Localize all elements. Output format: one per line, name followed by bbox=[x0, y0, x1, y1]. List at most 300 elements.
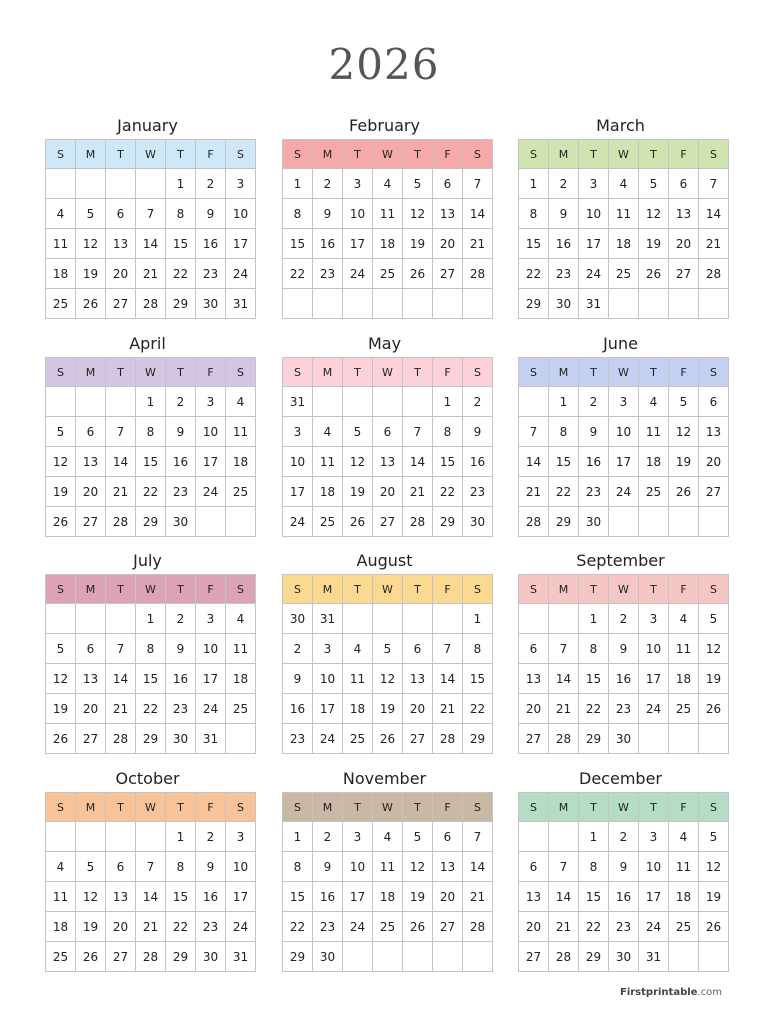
day-cell: 15 bbox=[549, 447, 579, 477]
month-october bbox=[45, 766, 250, 972]
week-row bbox=[46, 259, 256, 289]
day-cell: 13 bbox=[433, 852, 463, 882]
weekday-header: T bbox=[166, 575, 196, 604]
year-title: 2026 bbox=[328, 40, 440, 89]
day-cell: 24 bbox=[313, 724, 343, 754]
day-cell: 10 bbox=[226, 852, 256, 882]
day-cell: 25 bbox=[46, 289, 76, 319]
day-cell: 23 bbox=[283, 724, 313, 754]
day-cell: 1 bbox=[166, 822, 196, 852]
day-cell: 27 bbox=[669, 259, 699, 289]
weekday-header: F bbox=[196, 575, 226, 604]
weekday-header: S bbox=[226, 575, 256, 604]
day-cell: 16 bbox=[166, 447, 196, 477]
day-cell: 6 bbox=[669, 169, 699, 199]
day-cell: 28 bbox=[549, 942, 579, 972]
day-cell: 10 bbox=[639, 634, 669, 664]
brand-name: Firstprintable bbox=[619, 987, 698, 998]
month-july bbox=[45, 548, 250, 754]
day-cell: 3 bbox=[639, 822, 669, 852]
week-row bbox=[283, 882, 493, 912]
day-cell: 9 bbox=[196, 199, 226, 229]
day-cell bbox=[226, 724, 256, 754]
day-cell: 14 bbox=[549, 882, 579, 912]
day-cell: 6 bbox=[76, 634, 106, 664]
day-cell: 27 bbox=[76, 507, 106, 537]
day-cell: 28 bbox=[699, 259, 729, 289]
month-name: March bbox=[596, 116, 645, 135]
week-row bbox=[46, 664, 256, 694]
month-name: October bbox=[115, 769, 180, 788]
day-cell bbox=[519, 387, 549, 417]
weekday-header: S bbox=[699, 140, 729, 169]
week-row bbox=[519, 199, 729, 229]
weekday-header: S bbox=[463, 793, 493, 822]
day-cell: 6 bbox=[106, 852, 136, 882]
day-cell: 18 bbox=[373, 229, 403, 259]
day-cell: 14 bbox=[106, 664, 136, 694]
weekday-header: M bbox=[313, 793, 343, 822]
day-cell: 6 bbox=[433, 169, 463, 199]
day-cell: 29 bbox=[579, 942, 609, 972]
day-cell bbox=[226, 507, 256, 537]
weekday-header: M bbox=[76, 358, 106, 387]
day-cell: 15 bbox=[433, 447, 463, 477]
day-cell: 4 bbox=[46, 199, 76, 229]
day-cell bbox=[699, 724, 729, 754]
day-cell: 11 bbox=[373, 852, 403, 882]
day-cell: 20 bbox=[699, 447, 729, 477]
day-cell: 3 bbox=[609, 387, 639, 417]
day-cell: 10 bbox=[313, 664, 343, 694]
week-row bbox=[519, 387, 729, 417]
day-cell: 19 bbox=[699, 882, 729, 912]
day-cell: 7 bbox=[106, 417, 136, 447]
day-cell: 2 bbox=[463, 387, 493, 417]
day-cell: 14 bbox=[136, 229, 166, 259]
day-cell: 30 bbox=[166, 724, 196, 754]
weekday-header: T bbox=[343, 793, 373, 822]
day-cell: 3 bbox=[283, 417, 313, 447]
day-cell: 24 bbox=[639, 912, 669, 942]
day-cell: 22 bbox=[136, 694, 166, 724]
weekday-header-row bbox=[519, 140, 729, 169]
month-table bbox=[45, 139, 256, 319]
week-row bbox=[283, 664, 493, 694]
day-cell: 14 bbox=[519, 447, 549, 477]
day-cell: 18 bbox=[669, 664, 699, 694]
day-cell: 16 bbox=[609, 664, 639, 694]
weekday-header: S bbox=[226, 793, 256, 822]
day-cell: 21 bbox=[106, 694, 136, 724]
day-cell bbox=[46, 387, 76, 417]
weekday-header: T bbox=[639, 358, 669, 387]
day-cell: 22 bbox=[433, 477, 463, 507]
day-cell: 6 bbox=[519, 634, 549, 664]
day-cell: 7 bbox=[106, 634, 136, 664]
weekday-header: F bbox=[669, 358, 699, 387]
day-cell: 19 bbox=[639, 229, 669, 259]
day-cell: 21 bbox=[463, 882, 493, 912]
day-cell: 10 bbox=[343, 852, 373, 882]
day-cell: 7 bbox=[699, 169, 729, 199]
weekday-header: S bbox=[519, 575, 549, 604]
day-cell: 4 bbox=[313, 417, 343, 447]
week-row bbox=[519, 169, 729, 199]
day-cell bbox=[46, 822, 76, 852]
day-cell: 18 bbox=[373, 882, 403, 912]
day-cell bbox=[549, 604, 579, 634]
day-cell: 19 bbox=[373, 694, 403, 724]
month-table bbox=[45, 792, 256, 972]
month-name: April bbox=[129, 334, 166, 353]
day-cell bbox=[283, 289, 313, 319]
weekday-header-row bbox=[46, 358, 256, 387]
day-cell: 31 bbox=[196, 724, 226, 754]
weekday-header: S bbox=[519, 140, 549, 169]
day-cell bbox=[669, 289, 699, 319]
weekday-header: F bbox=[669, 575, 699, 604]
day-cell: 24 bbox=[579, 259, 609, 289]
weekday-header: F bbox=[196, 793, 226, 822]
day-cell: 20 bbox=[373, 477, 403, 507]
day-cell: 3 bbox=[343, 169, 373, 199]
weekday-header: W bbox=[609, 575, 639, 604]
week-row bbox=[519, 724, 729, 754]
day-cell: 22 bbox=[283, 912, 313, 942]
day-cell bbox=[106, 387, 136, 417]
week-row bbox=[283, 477, 493, 507]
day-cell: 6 bbox=[519, 852, 549, 882]
day-cell: 16 bbox=[609, 882, 639, 912]
day-cell: 11 bbox=[46, 229, 76, 259]
day-cell bbox=[463, 942, 493, 972]
day-cell: 2 bbox=[313, 169, 343, 199]
day-cell: 15 bbox=[579, 664, 609, 694]
day-cell: 18 bbox=[343, 694, 373, 724]
day-cell: 8 bbox=[283, 852, 313, 882]
day-cell: 20 bbox=[403, 694, 433, 724]
day-cell: 17 bbox=[283, 477, 313, 507]
day-cell: 25 bbox=[373, 259, 403, 289]
weekday-header: T bbox=[106, 140, 136, 169]
weekday-header: T bbox=[579, 358, 609, 387]
day-cell: 13 bbox=[106, 229, 136, 259]
day-cell: 22 bbox=[549, 477, 579, 507]
day-cell: 25 bbox=[609, 259, 639, 289]
day-cell: 13 bbox=[519, 664, 549, 694]
weekday-header: T bbox=[106, 793, 136, 822]
day-cell bbox=[343, 387, 373, 417]
day-cell: 19 bbox=[76, 259, 106, 289]
brand-suffix: .com bbox=[697, 987, 722, 998]
day-cell: 8 bbox=[579, 852, 609, 882]
weekday-header: W bbox=[136, 358, 166, 387]
month-name: September bbox=[576, 551, 665, 570]
day-cell: 27 bbox=[433, 912, 463, 942]
day-cell: 23 bbox=[166, 477, 196, 507]
day-cell: 5 bbox=[343, 417, 373, 447]
day-cell: 12 bbox=[76, 229, 106, 259]
day-cell: 5 bbox=[76, 199, 106, 229]
week-row bbox=[46, 852, 256, 882]
day-cell: 22 bbox=[579, 694, 609, 724]
weekday-header-row bbox=[519, 575, 729, 604]
weekday-header: T bbox=[579, 140, 609, 169]
day-cell: 24 bbox=[343, 259, 373, 289]
day-cell: 21 bbox=[433, 694, 463, 724]
week-row bbox=[283, 852, 493, 882]
day-cell: 27 bbox=[373, 507, 403, 537]
day-cell: 1 bbox=[283, 822, 313, 852]
week-row bbox=[283, 199, 493, 229]
day-cell: 27 bbox=[519, 942, 549, 972]
day-cell: 25 bbox=[46, 942, 76, 972]
day-cell: 9 bbox=[609, 634, 639, 664]
day-cell: 4 bbox=[669, 604, 699, 634]
day-cell bbox=[639, 289, 669, 319]
weekday-header: M bbox=[313, 140, 343, 169]
day-cell: 28 bbox=[463, 259, 493, 289]
week-row bbox=[283, 942, 493, 972]
month-september bbox=[518, 548, 723, 754]
day-cell: 29 bbox=[166, 942, 196, 972]
day-cell: 24 bbox=[343, 912, 373, 942]
day-cell: 19 bbox=[343, 477, 373, 507]
day-cell: 5 bbox=[699, 822, 729, 852]
day-cell: 25 bbox=[373, 912, 403, 942]
month-june bbox=[518, 331, 723, 537]
week-row bbox=[46, 169, 256, 199]
day-cell: 15 bbox=[166, 229, 196, 259]
day-cell bbox=[373, 387, 403, 417]
month-march bbox=[518, 113, 723, 319]
day-cell: 3 bbox=[579, 169, 609, 199]
day-cell: 24 bbox=[609, 477, 639, 507]
day-cell: 30 bbox=[609, 724, 639, 754]
day-cell: 31 bbox=[579, 289, 609, 319]
weekday-header: S bbox=[226, 358, 256, 387]
weekday-header: M bbox=[549, 358, 579, 387]
day-cell: 12 bbox=[46, 664, 76, 694]
weekday-header: S bbox=[46, 140, 76, 169]
day-cell: 8 bbox=[519, 199, 549, 229]
day-cell: 19 bbox=[46, 477, 76, 507]
day-cell: 20 bbox=[433, 229, 463, 259]
day-cell: 10 bbox=[579, 199, 609, 229]
day-cell: 24 bbox=[226, 259, 256, 289]
day-cell: 1 bbox=[136, 387, 166, 417]
day-cell: 24 bbox=[639, 694, 669, 724]
week-row bbox=[519, 852, 729, 882]
day-cell: 2 bbox=[166, 604, 196, 634]
footer-brand bbox=[620, 987, 722, 998]
day-cell: 25 bbox=[226, 694, 256, 724]
weekday-header: S bbox=[283, 140, 313, 169]
day-cell: 30 bbox=[579, 507, 609, 537]
weekday-header: S bbox=[46, 358, 76, 387]
day-cell: 14 bbox=[403, 447, 433, 477]
month-table bbox=[45, 574, 256, 754]
weekday-header: M bbox=[313, 575, 343, 604]
day-cell: 30 bbox=[196, 289, 226, 319]
day-cell bbox=[313, 387, 343, 417]
day-cell: 9 bbox=[166, 634, 196, 664]
weekday-header: T bbox=[639, 793, 669, 822]
day-cell: 10 bbox=[196, 417, 226, 447]
day-cell: 17 bbox=[313, 694, 343, 724]
weekday-header: M bbox=[313, 358, 343, 387]
day-cell: 6 bbox=[403, 634, 433, 664]
day-cell: 8 bbox=[433, 417, 463, 447]
day-cell: 22 bbox=[166, 912, 196, 942]
week-row bbox=[283, 724, 493, 754]
week-row bbox=[519, 882, 729, 912]
month-february bbox=[282, 113, 487, 319]
day-cell bbox=[106, 604, 136, 634]
weekday-header: S bbox=[699, 358, 729, 387]
weekday-header: T bbox=[343, 575, 373, 604]
week-row bbox=[283, 912, 493, 942]
day-cell: 14 bbox=[699, 199, 729, 229]
day-cell: 12 bbox=[669, 417, 699, 447]
day-cell: 19 bbox=[699, 664, 729, 694]
day-cell: 10 bbox=[283, 447, 313, 477]
day-cell: 6 bbox=[433, 822, 463, 852]
day-cell: 16 bbox=[463, 447, 493, 477]
weekday-header: T bbox=[166, 793, 196, 822]
day-cell: 5 bbox=[699, 604, 729, 634]
day-cell: 30 bbox=[549, 289, 579, 319]
day-cell: 29 bbox=[433, 507, 463, 537]
weekday-header: S bbox=[699, 575, 729, 604]
day-cell: 8 bbox=[136, 417, 166, 447]
day-cell: 12 bbox=[46, 447, 76, 477]
weekday-header: T bbox=[343, 358, 373, 387]
day-cell: 9 bbox=[196, 852, 226, 882]
weekday-header: T bbox=[403, 140, 433, 169]
day-cell bbox=[639, 724, 669, 754]
weekday-header: F bbox=[669, 793, 699, 822]
weekday-header-row bbox=[46, 140, 256, 169]
day-cell: 30 bbox=[609, 942, 639, 972]
week-row bbox=[519, 604, 729, 634]
weekday-header: S bbox=[463, 140, 493, 169]
weekday-header: T bbox=[166, 140, 196, 169]
day-cell bbox=[669, 724, 699, 754]
month-january bbox=[45, 113, 250, 319]
weekday-header: M bbox=[76, 140, 106, 169]
weekday-header: W bbox=[136, 793, 166, 822]
day-cell bbox=[76, 169, 106, 199]
weekday-header: T bbox=[166, 358, 196, 387]
day-cell: 26 bbox=[669, 477, 699, 507]
day-cell: 23 bbox=[313, 912, 343, 942]
day-cell: 13 bbox=[669, 199, 699, 229]
month-table bbox=[282, 574, 493, 754]
weekday-header-row bbox=[519, 793, 729, 822]
months-grid bbox=[45, 113, 723, 979]
day-cell: 6 bbox=[373, 417, 403, 447]
day-cell bbox=[403, 942, 433, 972]
day-cell: 16 bbox=[313, 882, 343, 912]
weekday-header: S bbox=[519, 793, 549, 822]
day-cell: 22 bbox=[166, 259, 196, 289]
day-cell: 18 bbox=[639, 447, 669, 477]
day-cell: 18 bbox=[669, 882, 699, 912]
day-cell: 23 bbox=[166, 694, 196, 724]
day-cell: 13 bbox=[106, 882, 136, 912]
week-row bbox=[519, 664, 729, 694]
day-cell: 4 bbox=[669, 822, 699, 852]
day-cell: 18 bbox=[46, 912, 76, 942]
weekday-header-row bbox=[283, 140, 493, 169]
weekday-header: M bbox=[76, 793, 106, 822]
day-cell: 11 bbox=[226, 634, 256, 664]
day-cell: 27 bbox=[106, 942, 136, 972]
day-cell: 20 bbox=[669, 229, 699, 259]
day-cell: 28 bbox=[519, 507, 549, 537]
day-cell: 27 bbox=[106, 289, 136, 319]
day-cell: 16 bbox=[166, 664, 196, 694]
day-cell: 28 bbox=[136, 289, 166, 319]
week-row bbox=[519, 942, 729, 972]
day-cell bbox=[313, 289, 343, 319]
day-cell bbox=[343, 289, 373, 319]
day-cell: 22 bbox=[136, 477, 166, 507]
week-row bbox=[519, 229, 729, 259]
month-table bbox=[518, 357, 729, 537]
day-cell: 6 bbox=[699, 387, 729, 417]
day-cell: 21 bbox=[403, 477, 433, 507]
weekday-header: S bbox=[519, 358, 549, 387]
week-row bbox=[46, 417, 256, 447]
month-name: August bbox=[356, 551, 413, 570]
day-cell: 19 bbox=[403, 229, 433, 259]
day-cell: 17 bbox=[609, 447, 639, 477]
day-cell: 17 bbox=[226, 229, 256, 259]
day-cell: 20 bbox=[76, 694, 106, 724]
day-cell: 3 bbox=[226, 822, 256, 852]
day-cell: 20 bbox=[106, 912, 136, 942]
day-cell: 30 bbox=[283, 604, 313, 634]
week-row bbox=[519, 447, 729, 477]
day-cell: 5 bbox=[639, 169, 669, 199]
day-cell: 27 bbox=[433, 259, 463, 289]
weekday-header: T bbox=[639, 140, 669, 169]
weekday-header: F bbox=[433, 358, 463, 387]
week-row bbox=[283, 169, 493, 199]
day-cell bbox=[639, 507, 669, 537]
day-cell: 26 bbox=[76, 942, 106, 972]
day-cell: 10 bbox=[343, 199, 373, 229]
day-cell: 7 bbox=[463, 822, 493, 852]
day-cell: 22 bbox=[283, 259, 313, 289]
day-cell: 16 bbox=[283, 694, 313, 724]
day-cell: 10 bbox=[196, 634, 226, 664]
day-cell: 25 bbox=[669, 694, 699, 724]
day-cell: 29 bbox=[136, 507, 166, 537]
day-cell: 28 bbox=[463, 912, 493, 942]
day-cell: 11 bbox=[226, 417, 256, 447]
week-row bbox=[46, 724, 256, 754]
day-cell: 14 bbox=[549, 664, 579, 694]
weekday-header-row bbox=[46, 793, 256, 822]
day-cell: 21 bbox=[136, 912, 166, 942]
day-cell: 2 bbox=[609, 604, 639, 634]
week-row bbox=[519, 259, 729, 289]
day-cell: 25 bbox=[343, 724, 373, 754]
